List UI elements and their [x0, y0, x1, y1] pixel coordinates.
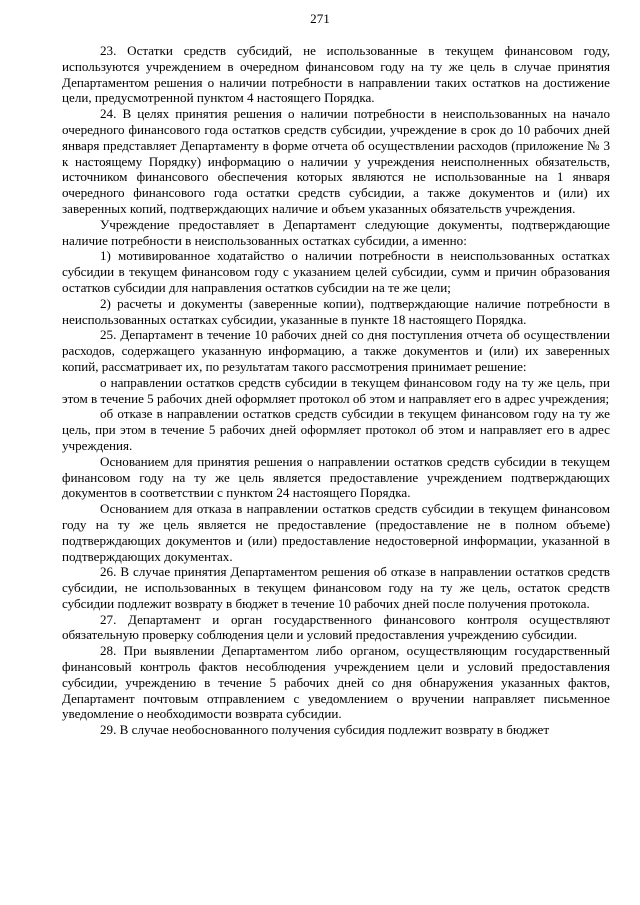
- paragraph-approval-basis: Основанием для принятия решения о направлении остатков средств субсидии в текущем финансовом году на ту же цель является предоставление учреждением подтверждающих документов в соответствии с пунктом 24 настоящего Порядка.: [62, 453, 610, 501]
- page-number: 271: [310, 11, 330, 26]
- paragraph-documents-intro: Учреждение предоставляет в Департамент следующие документы, подтверждающие наличие потребности в неиспользованных остатках субсидии, а именно:: [62, 216, 610, 248]
- paragraph-24: 24. В целях принятия решения о наличии потребности в неиспользованных на начало очередного финансового года остатков средств субсидии, учреждение в срок до 10 рабочих дней января представляет Департаменту в форме отчета об осуществлении расходов (приложение № 3 к настоящему Порядку) информацию о наличии у учреждения неисполненных обязательств, источником финансового обеспечения которых являются не использованные на 1 января очередного финансового года остатки средств субсидии, а также документов и (или) их заверенных копий, подтверждающих наличие и объем указанных обязательств учреждения.: [62, 106, 610, 216]
- paragraph-28: 28. При выявлении Департаментом либо органом, осуществляющим государственный финансовый контроль фактов несоблюдения учреждением цели и условий предоставления субсидии, учреждению в течение 5 рабочих дней со дня обнаружения указанных фактов, Департамент почтовым отправлением с уведомлением о вручении направляет письменное уведомление о необходимости возврата субсидии.: [62, 643, 610, 722]
- paragraph-29: 29. В случае необоснованного получения субсидия подлежит возврату в бюджет: [100, 722, 550, 738]
- paragraph-26: 26. В случае принятия Департаментом решения об отказе в направлении остатков средств субсидии, не использованных в текущем финансовом году на ту же цель, остаток средств субсидии подлежит возврату в бюджет в течение 10 рабочих дней после получения протокола.: [62, 564, 610, 611]
- paragraph-25: 25. Департамент в течение 10 рабочих дней со дня поступления отчета об осуществлении расходов, содержащего указанную информацию, а также документов и (или) их заверенных копий, рассматривает их, по результатам такого рассмотрения принимает решение:: [62, 327, 610, 374]
- paragraph-27: 27. Департамент и орган государственного финансового контроля осуществляют обязательную проверку соблюдения цели и условий предоставления учреждению субсидии.: [62, 611, 610, 643]
- decision-option-approve: о направлении остатков средств субсидии в текущем финансовом году на ту же цель, при этом в течение 5 рабочих дней оформляет протокол об этом и направляет его в адрес учреждения;: [62, 374, 610, 406]
- list-item-1: 1) мотивированное ходатайство о наличии потребности в неиспользованных остатках субсидии в текущем финансовом году с указанием целей субсидии, сумм и причин образования остатков субсидии для направления остатков субсидии на те же цели;: [62, 248, 610, 295]
- list-item-2: 2) расчеты и документы (заверенные копии), подтверждающие наличие потребности в неиспользованных остатках субсидии, указанные в пункте 18 настоящего Порядка.: [62, 295, 610, 327]
- document-body: [62, 43, 610, 738]
- paragraph-23: 23. Остатки средств субсидий, не использованные в текущем финансовом году, используются учреждением в очередном финансовом году на ту же цель в случае принятия Департаментом решения о наличии потребности в направлении таких остатков на достижение цели, предусмотренной пунктом 4 настоящего Порядка.: [62, 43, 610, 106]
- decision-option-refuse: об отказе в направлении остатков средств субсидии в текущем финансовом году на ту же цель, при этом в течение 5 рабочих дней оформляет протокол об этом и направляет его в адрес учреждения.: [62, 406, 610, 453]
- paragraph-refusal-basis: Основанием для отказа в направлении остатков средств субсидии в текущем финансовом году на ту же цель является не предоставление (предоставление не в полном объеме) подтверждающих документов и (или) предоставление недостоверной информации, указанной в подтверждающих документах.: [62, 501, 610, 564]
